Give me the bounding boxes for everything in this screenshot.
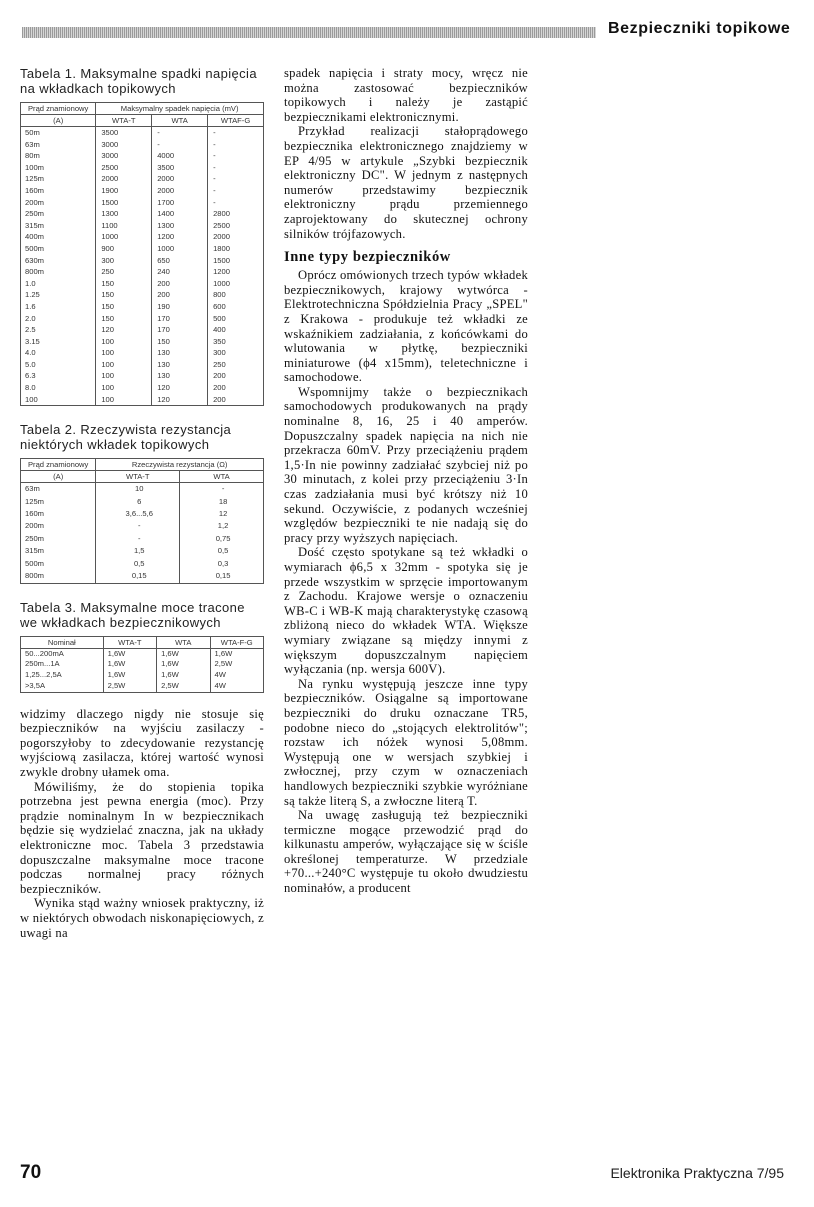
left-paragraph-1: widzimy dlaczego nigdy nie stosuje się bezpieczników na wyjściu zasilaczy - pogorszyłoby to zdecydowanie rezystancję wyjściową zasilacza, której wartość wynosi zwykle drobny ułamek oma. xyxy=(20,706,264,780)
table1-row xyxy=(21,266,264,278)
right-paragraph-7: Na uwagę zasługują też bezpieczniki termiczne mogące przewodzić prąd do kilkunastu amperów, wyłączające się w ściśle określonej temperaturze. W przedziale +70...+240°C występuje tu około dwudziestu nominałów, a producent xyxy=(284,808,528,896)
table2-row-cell: 250m xyxy=(21,533,96,545)
table3-row-cell: 50...200mA xyxy=(21,648,104,659)
table1-row-cell: 120 xyxy=(152,394,208,406)
table3-row-cell: 1,6W xyxy=(103,670,156,681)
table1-row xyxy=(21,162,264,174)
left-paragraph-3: Wynika stąd ważny wniosek praktyczny, iż w niektórych obwodach niskonapięciowych, z uwagi na xyxy=(20,896,264,940)
table2-body xyxy=(21,483,264,583)
table2-row-cell: 0,5 xyxy=(96,558,180,570)
table2-row-cell: 3,6...5,6 xyxy=(96,508,180,520)
table1-row xyxy=(21,255,264,267)
table2-row-cell: 0,5 xyxy=(180,545,264,557)
table1-caption: Tabela 1. Maksymalne spadki napięcia na wkładkach topikowych xyxy=(20,66,257,96)
table1-row-cell: 3500 xyxy=(96,127,152,139)
table1-row-cell: 100 xyxy=(96,347,152,359)
table1-row-cell: 2000 xyxy=(208,231,264,243)
table1-row xyxy=(21,185,264,197)
table1-row-cell: 2500 xyxy=(96,162,152,174)
table1-row-cell: 300 xyxy=(208,347,264,359)
table2-row xyxy=(21,533,264,545)
table1-row-cell: 170 xyxy=(152,313,208,325)
table3-row-cell: 4W xyxy=(210,681,263,692)
table1-row-cell: 800m xyxy=(21,266,96,278)
table2-row-cell: 500m xyxy=(21,558,96,570)
table1-row-cell: 3000 xyxy=(96,139,152,151)
right-column xyxy=(284,66,528,896)
table1-row-cell: - xyxy=(208,173,264,185)
page-number: 70 xyxy=(20,1162,42,1183)
table1-row xyxy=(21,324,264,336)
table3-row-cell: 1,6W xyxy=(103,659,156,670)
table1-row-cell: 130 xyxy=(152,347,208,359)
table3-row xyxy=(21,648,264,659)
table1-row-cell: 500 xyxy=(208,313,264,325)
table1-row-cell: 63m xyxy=(21,139,96,151)
table3-row-cell: 2,5W xyxy=(103,681,156,692)
table2-col-header: WTA xyxy=(180,471,264,483)
table3-row xyxy=(21,670,264,681)
table3-col-header: Nominał xyxy=(21,636,104,648)
table1-row-cell: - xyxy=(208,185,264,197)
right-paragraph-5: Dość często spotykane są też wkładki o wymiarach ϕ6,5 x 32mm - spotyka się je przede wszystkim w sprzęcie importowanym z Zachodu. Krajowe wersje o oznaczeniu WB-C i WB-K mają charakterystykę czasową zbliżoną nieco do wkładek WTA. Większe wymiary związane są między innymi z większym dopuszczalnym napięciem wyłączania (np. wersja 600V). xyxy=(284,545,528,677)
table2-head-unit: (A) xyxy=(21,471,96,483)
table3-row-cell: 1,25...2,5A xyxy=(21,670,104,681)
table1-row-cell: 1500 xyxy=(208,255,264,267)
publication-footer: Elektronika Praktyczna 7/95 xyxy=(610,1165,784,1181)
table1-row xyxy=(21,243,264,255)
table1-row-cell: 2000 xyxy=(96,173,152,185)
table1-row-cell: 50m xyxy=(21,127,96,139)
table1-row-cell: 500m xyxy=(21,243,96,255)
table1-row-cell: 160m xyxy=(21,185,96,197)
table2-row-cell: 0,75 xyxy=(180,533,264,545)
table1-row-cell: 400 xyxy=(208,324,264,336)
table1-row-cell: 1000 xyxy=(96,231,152,243)
table1-row-cell: 1.25 xyxy=(21,289,96,301)
table1-row-cell: - xyxy=(208,150,264,162)
table1-row-cell: 6.3 xyxy=(21,370,96,382)
left-paragraph-2: Mówiliśmy, że do stopienia topika potrzebna jest pewna energia (moc). Przy prądzie nominalnym In w bezpiecznikach będzie się wydzielać znaczna, jak na układy elektroniczne moc. Tabela 3 przedstawia dopuszczalne maksymalne moce tracone podczas normalnej pracy różnych bezpieczników. xyxy=(20,779,264,896)
table2-row-cell: 1,5 xyxy=(96,545,180,557)
table3-col-header: WTA-F-G xyxy=(210,636,263,648)
table1-col-header: WTA xyxy=(152,115,208,127)
table1-row-cell: 130 xyxy=(152,370,208,382)
table1-row-cell: 1200 xyxy=(152,231,208,243)
table1-row-cell: 200 xyxy=(208,382,264,394)
table1-row xyxy=(21,336,264,348)
table1-head-unit: (A) xyxy=(21,115,96,127)
table1-row-cell: 5.0 xyxy=(21,359,96,371)
table1-row xyxy=(21,220,264,232)
table1-row-cell: - xyxy=(208,127,264,139)
table3 xyxy=(20,636,264,693)
table1-row-cell: 250 xyxy=(208,359,264,371)
table1-row xyxy=(21,173,264,185)
table1-row xyxy=(21,150,264,162)
table3-col-header: WTA-T xyxy=(103,636,156,648)
table1-row xyxy=(21,347,264,359)
table1 xyxy=(20,102,264,406)
table3-row-cell: 250m...1A xyxy=(21,659,104,670)
table3-row-cell: >3,5A xyxy=(21,681,104,692)
table1-row-cell: 150 xyxy=(152,336,208,348)
table3-body xyxy=(21,648,264,692)
table1-row-cell: 100 xyxy=(96,336,152,348)
table1-row-cell: 300 xyxy=(96,255,152,267)
table1-row-cell: 1500 xyxy=(96,197,152,209)
table1-row-cell: 100 xyxy=(96,394,152,406)
table1-row-cell: 1100 xyxy=(96,220,152,232)
table1-row-cell: 200 xyxy=(208,394,264,406)
table1-row-cell: 2.0 xyxy=(21,313,96,325)
table1-row-cell: 1000 xyxy=(208,278,264,290)
table1-row-cell: 315m xyxy=(21,220,96,232)
table1-row-cell: 200 xyxy=(152,278,208,290)
table2-row xyxy=(21,508,264,520)
table3-row-cell: 1,6W xyxy=(157,670,210,681)
table1-row xyxy=(21,139,264,151)
right-paragraph-4: Wspomnijmy także o bezpiecznikach samochodowych produkowanych na prądy nominalne 8, 16, 25 i 40 amperów. Dopuszczalny spadek napięcia na nich nie przekracza 60mV. Przy przeciążeniu prądem 1,5·In nie powinny zadziałać szybciej niż po 30 minutach, z kolei przy przeciążeniu 3·In czas zadziałania musi być krótszy niż 10 sekund. Oczywiście, z podanych wcześniej względów bezpieczniki te nie nadają się do pracy przy wyższych napięciach. xyxy=(284,384,528,545)
table1-row xyxy=(21,382,264,394)
table1-row-cell: 650 xyxy=(152,255,208,267)
table1-row-cell: 240 xyxy=(152,266,208,278)
table3-row-cell: 1,6W xyxy=(157,648,210,659)
table2-row-cell: 63m xyxy=(21,483,96,496)
table2-row xyxy=(21,558,264,570)
table1-row xyxy=(21,289,264,301)
table2-row-cell: 800m xyxy=(21,570,96,583)
table1-row xyxy=(21,370,264,382)
table2-row-cell: 1,2 xyxy=(180,520,264,532)
table1-row-cell: 1700 xyxy=(152,197,208,209)
table1-row-cell: 630m xyxy=(21,255,96,267)
table1-row-cell: - xyxy=(152,127,208,139)
table1-row-cell: 250 xyxy=(96,266,152,278)
table2-row-cell: 18 xyxy=(180,496,264,508)
table2-row-cell: 10 xyxy=(96,483,180,496)
table1-row xyxy=(21,197,264,209)
table3-row-cell: 2,5W xyxy=(210,659,263,670)
table1-row-cell: 900 xyxy=(96,243,152,255)
table1-row-cell: 100 xyxy=(96,370,152,382)
table1-row-cell: 250m xyxy=(21,208,96,220)
table1-row-cell: 2000 xyxy=(152,185,208,197)
table1-row-cell: 170 xyxy=(152,324,208,336)
table1-body xyxy=(21,127,264,406)
table2-row xyxy=(21,496,264,508)
table1-row-cell: 190 xyxy=(152,301,208,313)
right-paragraph-1: spadek napięcia i straty mocy, wręcz nie można zastosować bezpieczników topikowych i należy je zastąpić bezpiecznikami elektronicznymi. xyxy=(284,66,528,124)
table3-row xyxy=(21,681,264,692)
table2-row-cell: 0,15 xyxy=(180,570,264,583)
table1-row-cell: 1.6 xyxy=(21,301,96,313)
table1-row xyxy=(21,208,264,220)
table1-row-cell: 100 xyxy=(21,394,96,406)
table1-row-cell: 1900 xyxy=(96,185,152,197)
table1-row-cell: 1300 xyxy=(152,220,208,232)
table1-row-cell: 2500 xyxy=(208,220,264,232)
running-header-title: Bezpieczniki topikowe xyxy=(608,20,791,37)
table2 xyxy=(20,458,264,583)
table2-row-cell: 6 xyxy=(96,496,180,508)
table1-row-cell: - xyxy=(208,197,264,209)
table1-row-cell: - xyxy=(208,139,264,151)
table1-row-cell: 3000 xyxy=(96,150,152,162)
table3-row xyxy=(21,659,264,670)
table2-row-cell: 12 xyxy=(180,508,264,520)
table1-row-cell: 400m xyxy=(21,231,96,243)
table2-row-cell: 125m xyxy=(21,496,96,508)
table1-row xyxy=(21,127,264,139)
table1-row-cell: 120 xyxy=(96,324,152,336)
table1-head-value: Maksymalny spadek napięcia (mV) xyxy=(96,103,264,115)
table2-row-cell: 315m xyxy=(21,545,96,557)
table3-row-cell: 4W xyxy=(210,670,263,681)
table1-row-cell: 4.0 xyxy=(21,347,96,359)
table1-row-cell: 3500 xyxy=(152,162,208,174)
table1-row-cell: 200 xyxy=(208,370,264,382)
table2-row-cell: 200m xyxy=(21,520,96,532)
table1-row-cell: 3.15 xyxy=(21,336,96,348)
table2-col-header: WTA-T xyxy=(96,471,180,483)
table1-row-cell: 4000 xyxy=(152,150,208,162)
table1-row-cell: 2800 xyxy=(208,208,264,220)
table2-row-cell: 0,15 xyxy=(96,570,180,583)
table1-row-cell: 1000 xyxy=(152,243,208,255)
table1-col-header: WTAF-G xyxy=(208,115,264,127)
table1-row-cell: 1.0 xyxy=(21,278,96,290)
table1-row-cell: 600 xyxy=(208,301,264,313)
table3-row-cell: 1,6W xyxy=(157,659,210,670)
section-title: Inne typy bezpieczników xyxy=(284,249,451,266)
table1-row-cell: 125m xyxy=(21,173,96,185)
right-paragraph-3: Oprócz omówionych trzech typów wkładek bezpiecznikowych, krajowy wytwórca - Elektrotechniczna Spółdzielnia Pracy „SPEL" z Krakowa - produkuje też wkładki ze wskaźnikiem zadziałania, z końcówkami do wlutowania w płytkę, bezpieczniki miniaturowe (ϕ4 x15mm), teletechniczne i samochodowe. xyxy=(284,268,528,385)
table1-row xyxy=(21,231,264,243)
table2-head-current: Prąd znamionowy xyxy=(21,459,96,471)
table1-row-cell: 100 xyxy=(96,359,152,371)
table1-row-cell: 1800 xyxy=(208,243,264,255)
table1-row xyxy=(21,301,264,313)
table1-row-cell: 100 xyxy=(96,382,152,394)
table3-caption: Tabela 3. Maksymalne moce tracone we wkładkach bezpiecznikowych xyxy=(20,599,245,630)
table1-row-cell: 200 xyxy=(152,289,208,301)
table1-row xyxy=(21,313,264,325)
table1-row-cell: 2000 xyxy=(152,173,208,185)
table2-row xyxy=(21,483,264,496)
table3-row-cell: 2,5W xyxy=(157,681,210,692)
table1-row-cell: 350 xyxy=(208,336,264,348)
table1-row-cell: 1400 xyxy=(152,208,208,220)
table3-row-cell: 1,6W xyxy=(103,648,156,659)
table2-row-cell: - xyxy=(96,533,180,545)
table1-row-cell: 100m xyxy=(21,162,96,174)
table1-row-cell: 150 xyxy=(96,289,152,301)
table1-row-cell: 1300 xyxy=(96,208,152,220)
table1-row-cell: 800 xyxy=(208,289,264,301)
table1-row-cell: 80m xyxy=(21,150,96,162)
table1-head-current: Prąd znamionowy xyxy=(21,103,96,115)
right-paragraph-2: Przykład realizacji stałoprądowego bezpiecznika elektronicznego znajdziemy w EP 4/95 w artykule „Szybki bezpiecznik elektroniczny DC". W jednym z następnych numerów przedstawimy bezpiecznik elektroniczny prądu przemiennego zaprojektowany do skutecznej ochrony silników trójfazowych. xyxy=(284,124,528,241)
table2-row-cell: - xyxy=(96,520,180,532)
table2-row xyxy=(21,545,264,557)
left-column xyxy=(20,66,264,940)
table1-row-cell: 8.0 xyxy=(21,382,96,394)
table1-row xyxy=(21,359,264,371)
table1-row-cell: 1200 xyxy=(208,266,264,278)
table1-row-cell: - xyxy=(208,162,264,174)
table1-row xyxy=(21,394,264,406)
table2-row-cell: - xyxy=(180,483,264,496)
table3-col-header: WTA xyxy=(157,636,210,648)
table2-head-value: Rzeczywista rezystancja (Ω) xyxy=(96,459,264,471)
table1-row-cell: - xyxy=(152,139,208,151)
table2-row xyxy=(21,520,264,532)
table1-row-cell: 130 xyxy=(152,359,208,371)
right-paragraph-6: Na rynku występują jeszcze inne typy bezpieczników. Osiągalne są importowane bezpieczniki do druku oznaczane TR5, podobne nieco do „stojących elektrolitów"; rozstaw ich nóżek wynosi 5,08mm. Występują one w wersjach szybkiej i zwłocznej, przy czym w oznaczeniach handlowych bezpieczniki szybkie wyróżniane są także literą S, a zwłoczne literą T. xyxy=(284,676,528,808)
table1-row-cell: 200m xyxy=(21,197,96,209)
table1-row-cell: 150 xyxy=(96,278,152,290)
table2-caption: Tabela 2. Rzeczywista rezystancja niektórych wkładek topikowych xyxy=(20,422,232,453)
table1-row-cell: 150 xyxy=(96,313,152,325)
table2-row-cell: 0,3 xyxy=(180,558,264,570)
header-decorative-bar xyxy=(22,27,596,38)
table2-row-cell: 160m xyxy=(21,508,96,520)
table1-row-cell: 150 xyxy=(96,301,152,313)
table2-row xyxy=(21,570,264,583)
table1-col-header: WTA-T xyxy=(96,115,152,127)
table1-row xyxy=(21,278,264,290)
table1-row-cell: 2.5 xyxy=(21,324,96,336)
table3-row-cell: 1,6W xyxy=(210,648,263,659)
table1-row-cell: 120 xyxy=(152,382,208,394)
